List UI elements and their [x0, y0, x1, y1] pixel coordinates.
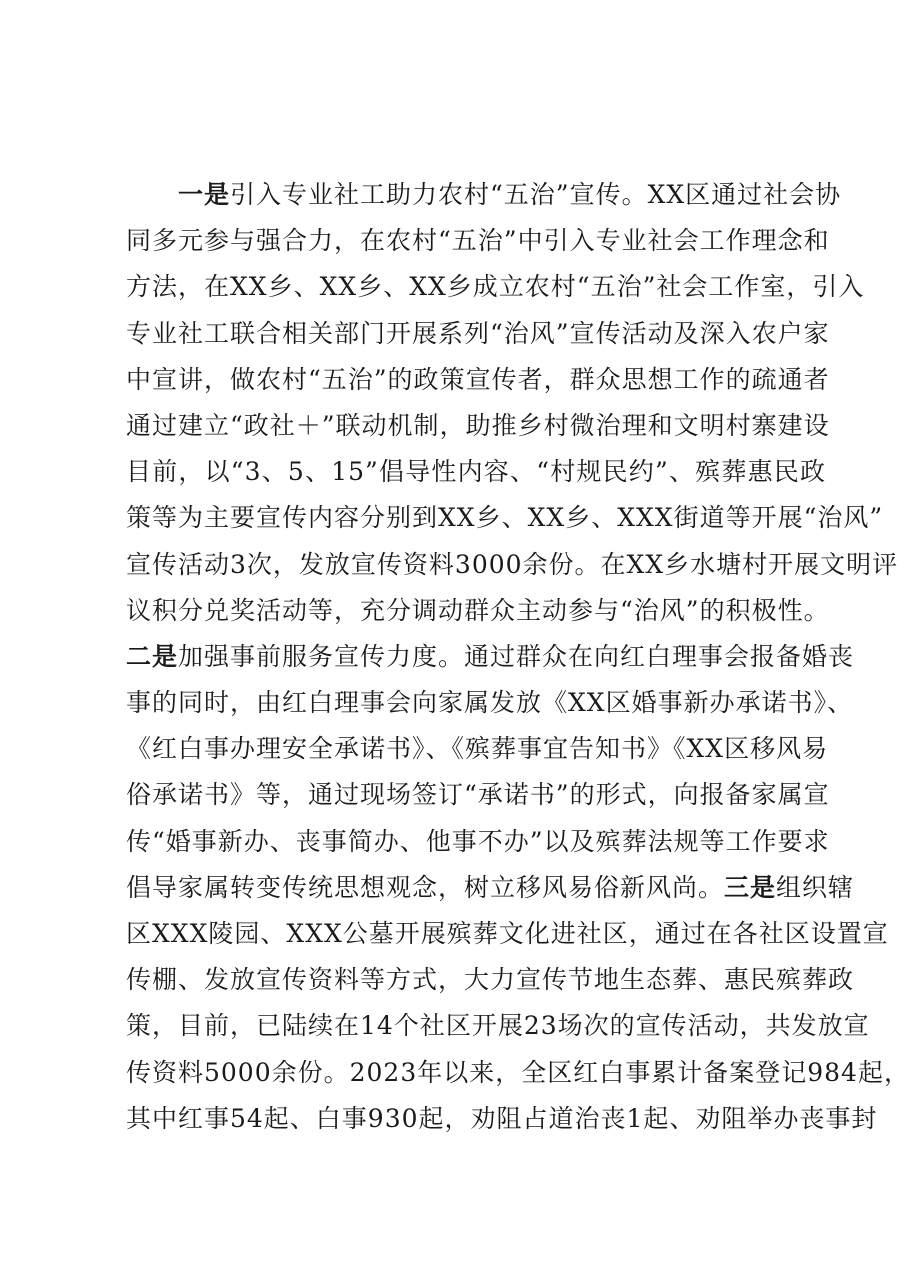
- text-line: [126, 957, 855, 1003]
- text-line: [126, 1003, 870, 1049]
- text-segment: 组织辖: [776, 872, 855, 902]
- text-segment: 引入专业社工助力农村“五治”宣传。XX区通过社会协: [230, 180, 842, 209]
- text-line: [126, 495, 884, 541]
- text-segment: 俗承诺书》等，通过现场签订“承诺书”的形式，向报备家属宣: [126, 780, 830, 810]
- text-line: [126, 634, 855, 680]
- bold-lead-phrase: 二是: [126, 641, 179, 671]
- bold-lead-phrase: 三是: [724, 872, 777, 902]
- text-segment: 传“婚事新办、丧事简办、他事不办”以及殡葬法规等工作要求: [126, 826, 830, 856]
- text-segment: 目前，以“3、5、15”倡导性内容、“村规民约”、殡葬惠民政: [126, 457, 826, 487]
- text-line: [126, 819, 830, 865]
- text-line: [126, 865, 855, 911]
- text-segment: 通过建立“政社＋”联动机制，助推乡村微治理和文明村寨建设: [126, 410, 830, 440]
- text-segment: 《红白事办理安全承诺书》、《殡葬事宜告知书》《XX区移风易: [126, 734, 829, 764]
- text-segment: 宣传活动3次，发放宣传资料3000余份。在XX乡水塘村开展文明评: [126, 549, 899, 579]
- text-segment: 中宣讲，做农村“五治”的政策宣传者，群众思想工作的疏通者: [126, 364, 830, 394]
- text-segment: 事的同时，由红白理事会向家属发放《XX区婚事新办承诺书》、: [126, 688, 854, 718]
- text-line: [126, 357, 830, 403]
- text-line: [126, 1096, 878, 1142]
- text-line: [126, 588, 830, 634]
- text-line: [126, 772, 830, 818]
- bold-lead-phrase: 一是: [178, 180, 231, 209]
- text-segment: 策等为主要宣传内容分别到XX乡、XX乡、XXX街道等开展“治风”: [126, 503, 884, 533]
- text-line: [126, 218, 830, 264]
- text-segment: 专业社工联合相关部门开展系列“治风”宣传活动及深入农户家: [126, 318, 830, 348]
- text-line: [126, 172, 842, 218]
- text-line: [126, 311, 830, 357]
- text-segment: 区XXX陵园、XXX公墓开展殡葬文化进社区，通过在各社区设置宣: [126, 919, 889, 948]
- text-line: [126, 726, 829, 772]
- text-line: [126, 264, 865, 310]
- text-segment: 同多元参与强合力，在农村“五治”中引入专业社会工作理念和: [126, 226, 830, 256]
- text-line: [126, 1050, 910, 1096]
- text-line: [126, 542, 899, 588]
- text-line: [126, 449, 826, 495]
- text-segment: 倡导家属转变传统思想观念，树立移风易俗新风尚。: [126, 872, 725, 902]
- text-segment: 传棚、发放宣传资料等方式，大力宣传节地生态葬、惠民殡葬政: [126, 965, 855, 995]
- text-segment: 传资料5000余份。2023年以来，全区红白事累计备案登记984起，: [126, 1057, 910, 1087]
- text-line: [126, 911, 889, 957]
- text-segment: 策，目前，已陆续在14个社区开展23场次的宣传活动，共发放宣: [126, 1011, 870, 1041]
- text-segment: 议积分兑奖活动等，充分调动群众主动参与“治风”的积极性。: [126, 595, 830, 625]
- text-segment: 方法，在XX乡、XX乡、XX乡成立农村“五治”社会工作室，引入: [126, 272, 865, 302]
- text-line: [126, 680, 854, 726]
- text-segment: 加强事前服务宣传力度。通过群众在向红白理事会报备婚丧: [178, 641, 855, 671]
- text-line: [126, 403, 830, 449]
- body-paragraph: [126, 172, 910, 1142]
- text-segment: 其中红事54起、白事930起，劝阻占道治丧1起、劝阻举办丧事封: [126, 1103, 878, 1133]
